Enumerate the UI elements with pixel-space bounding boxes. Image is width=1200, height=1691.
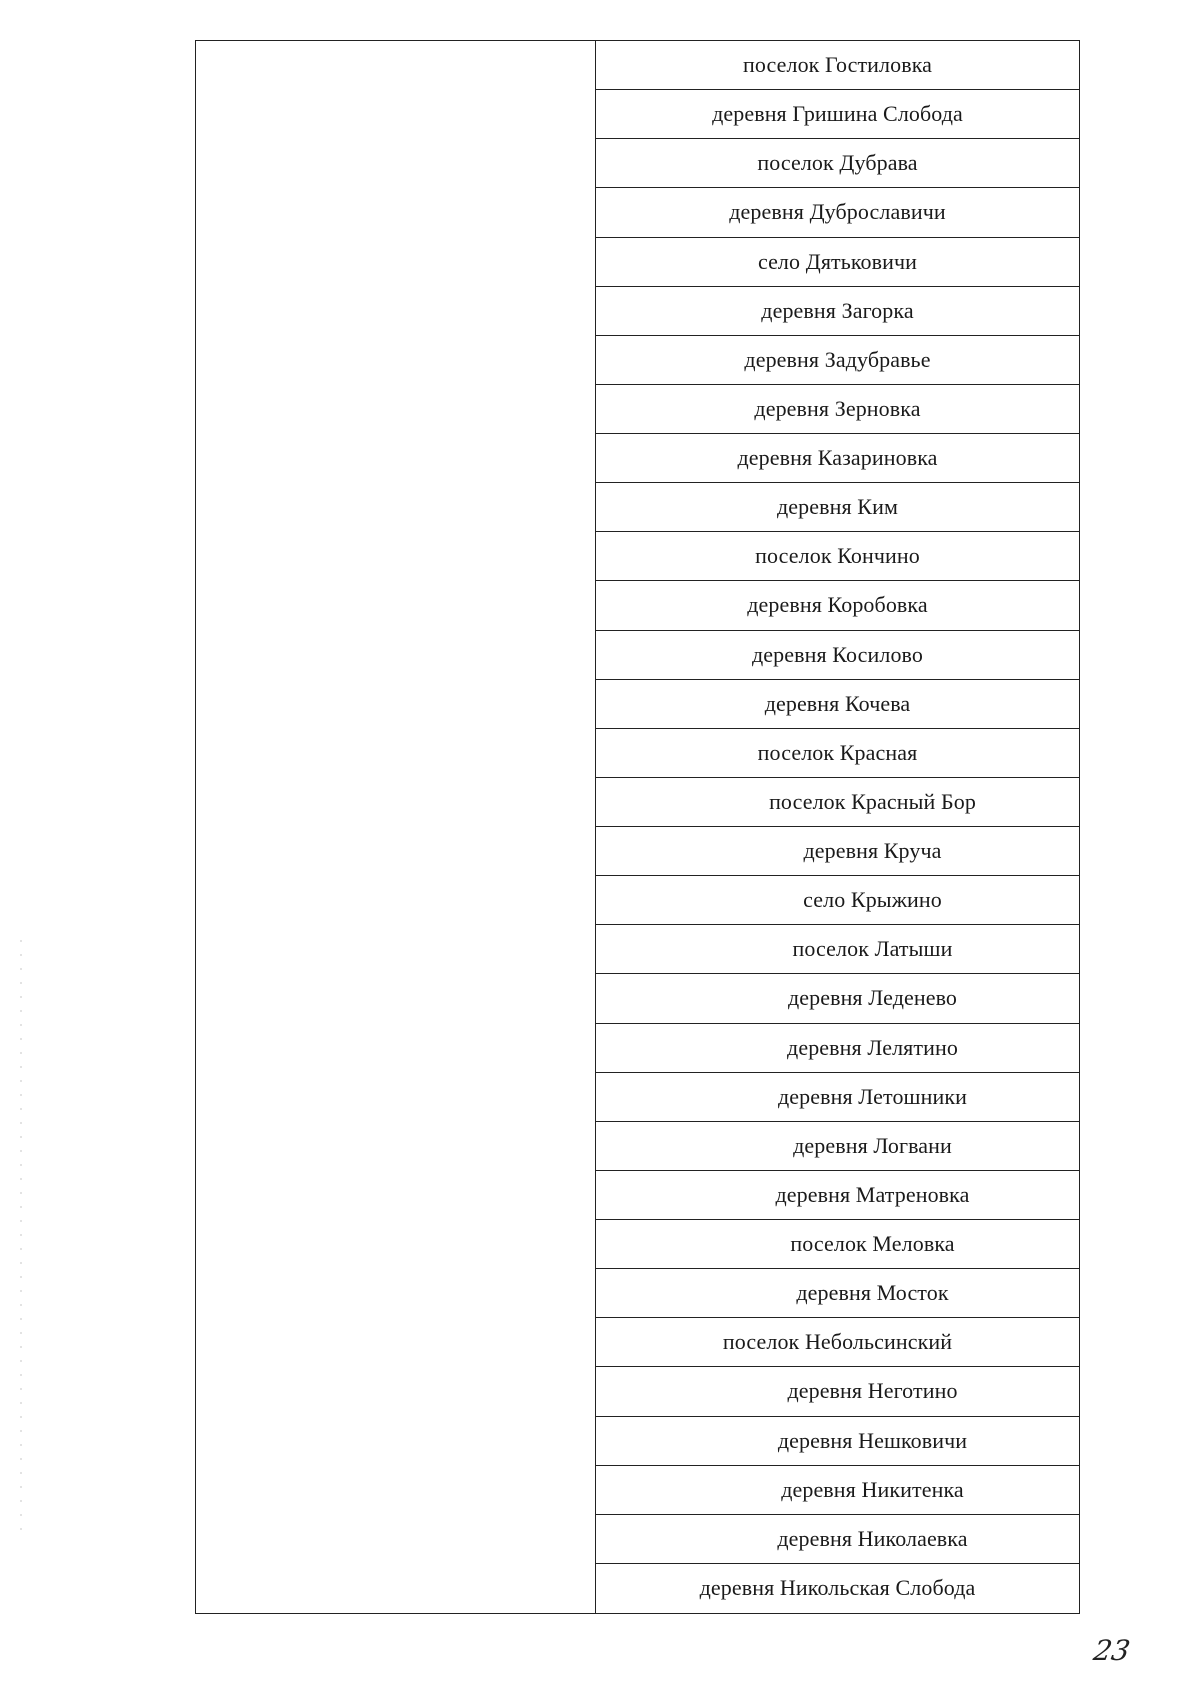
table-row: деревня Дуброславичи — [596, 188, 1079, 237]
table-row: деревня Косилово — [596, 631, 1079, 680]
table-left-column — [196, 41, 596, 1613]
table-row: деревня Казариновка — [596, 434, 1079, 483]
table-row: деревня Никитенка — [596, 1466, 1079, 1515]
table-row: поселок Красный Бор — [596, 778, 1079, 827]
table-row: поселок Небольсинский — [596, 1318, 1079, 1367]
table-row: деревня Круча — [596, 827, 1079, 876]
table-row: село Крыжино — [596, 876, 1079, 925]
table-row: поселок Дубрава — [596, 139, 1079, 188]
table-row: деревня Гришина Слобода — [596, 90, 1079, 139]
table-row: поселок Кончино — [596, 532, 1079, 581]
table-row: поселок Латыши — [596, 925, 1079, 974]
table-row: деревня Задубравье — [596, 336, 1079, 385]
table-row: поселок Гостиловка — [596, 41, 1079, 90]
table-row: деревня Летошники — [596, 1073, 1079, 1122]
table-row: деревня Загорка — [596, 287, 1079, 336]
table-right-column — [596, 41, 1079, 1613]
table-row: деревня Неготино — [596, 1367, 1079, 1416]
table-row: деревня Лелятино — [596, 1024, 1079, 1073]
table-row: деревня Леденево — [596, 974, 1079, 1023]
table-row: деревня Кочева — [596, 680, 1079, 729]
page-number: 23 — [1091, 1634, 1133, 1667]
table-row: деревня Мосток — [596, 1269, 1079, 1318]
settlements-table — [195, 40, 1080, 1614]
table-row: деревня Никольская Слобода — [699, 1575, 976, 1601]
table-row: деревня Ким — [596, 483, 1079, 532]
table-row: село Дятьковичи — [596, 238, 1079, 287]
table-row: деревня Логвани — [596, 1122, 1079, 1171]
table-row: деревня Коробовка — [596, 581, 1079, 630]
table-row: поселок Меловка — [596, 1220, 1079, 1269]
table-row: деревня Нешковичи — [596, 1417, 1079, 1466]
table-row: деревня Зерновка — [596, 385, 1079, 434]
table-row: деревня Матреновка — [596, 1171, 1079, 1220]
table-row: поселок Красная — [596, 729, 1079, 778]
scan-artifact — [20, 940, 22, 1540]
table-row: деревня Николаевка — [596, 1515, 1079, 1564]
